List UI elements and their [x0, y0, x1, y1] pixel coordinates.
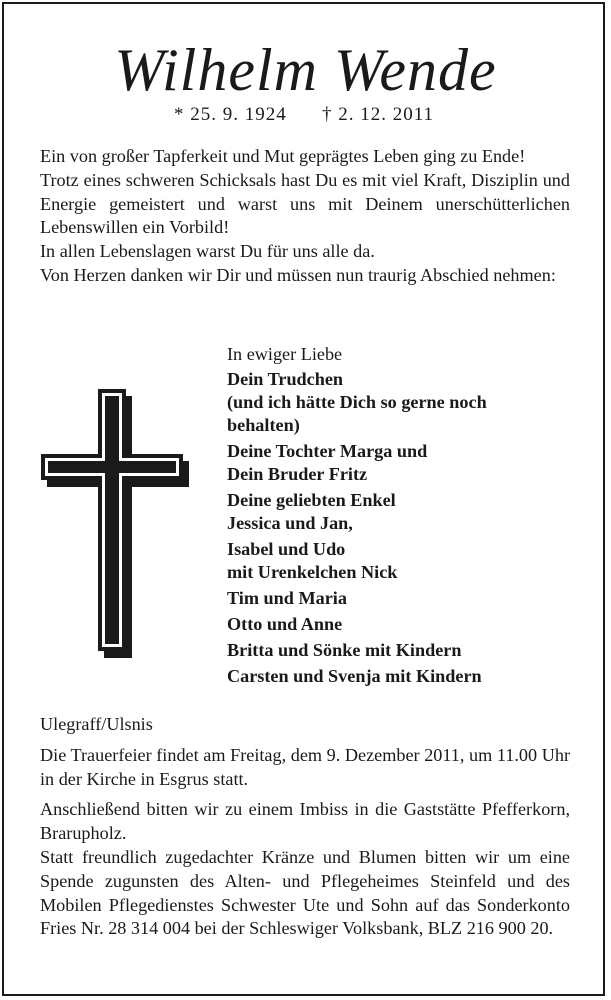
- intro-paragraph: In allen Lebenslagen warst Du für uns alle da.: [40, 241, 375, 262]
- signoff-lead: In ewiger Liebe: [227, 344, 343, 364]
- mourner-line: Dein Bruder Fritz: [227, 464, 368, 484]
- ceremony-info: Die Trauerfeier findet am Freitag, dem 9. Dezember 2011, um 11.00 Uhr in der Kirche in Esgrus statt.: [40, 745, 570, 789]
- mourner-line: Deine geliebten Enkel: [227, 490, 396, 510]
- mourner-line: Carsten und Svenja mit Kindern: [227, 666, 482, 686]
- mourner-line: Deine Tochter Marga und: [227, 441, 428, 461]
- reception-info: Anschließend bitten wir zu einem Imbiss in die Gaststätte Pfefferkorn, Brarupholz.: [40, 799, 570, 843]
- birth-date: * 25. 9. 1924: [174, 104, 287, 125]
- cross-icon: [38, 387, 193, 662]
- mourner-group: [227, 368, 567, 437]
- mourner-group: [227, 639, 567, 662]
- deceased-name: Wilhelm Wende: [114, 37, 497, 103]
- intro-paragraph: Trotz eines schweren Schicksals hast Du es mit viel Kraft, Disziplin und Energie gemeistert und warst uns mit Deinem unerschütterlichen Lebenswillen ein Vorbild!: [40, 169, 570, 238]
- mourner-group: [227, 538, 567, 584]
- intro-text: [40, 145, 570, 288]
- death-date: † 2. 12. 2011: [322, 104, 435, 125]
- mourner-group: [227, 613, 567, 636]
- intro-paragraph: Ein von großer Tapferkeit und Mut geprägtes Leben ging zu Ende!: [40, 146, 526, 166]
- signoff-block: [227, 343, 567, 691]
- life-dates: [0, 104, 611, 128]
- mourner-line: Britta und Sönke mit Kindern: [227, 640, 462, 660]
- mourner-group: [227, 440, 567, 486]
- mourner-group: [227, 587, 567, 610]
- place-line: Ulegraff/Ulsnis: [40, 714, 153, 734]
- mourner-line: Isabel und Udo: [227, 539, 346, 559]
- intro-paragraph: Von Herzen danken wir Dir und müssen nun traurig Abschied nehmen:: [40, 264, 556, 285]
- mourner-line: (und ich hätte Dich so gerne noch: [227, 392, 487, 412]
- mourner-group: [227, 489, 567, 535]
- mourner-line: Tim und Maria: [227, 588, 347, 608]
- donation-info: Statt freundlich zugedachter Kränze und Blumen bitten wir um eine Spende zugunsten des Alten- und Pflegeheimes Steinfeld und des Mobilen Pflegedienstes Schwester Ute und Sohn auf das Sonderkonto Fries Nr. 28 314 004 bei der Schleswiger Volksbank, BLZ 216 900 20.: [40, 847, 570, 939]
- mourner-line: Otto und Anne: [227, 614, 343, 634]
- mourner-line: Dein Trudchen: [227, 369, 344, 389]
- mourner-line: Jessica und Jan,: [227, 513, 353, 533]
- mourner-group: [227, 665, 567, 688]
- mourner-line: behalten): [227, 415, 300, 435]
- mourner-line: mit Urenkelchen Nick: [227, 562, 398, 582]
